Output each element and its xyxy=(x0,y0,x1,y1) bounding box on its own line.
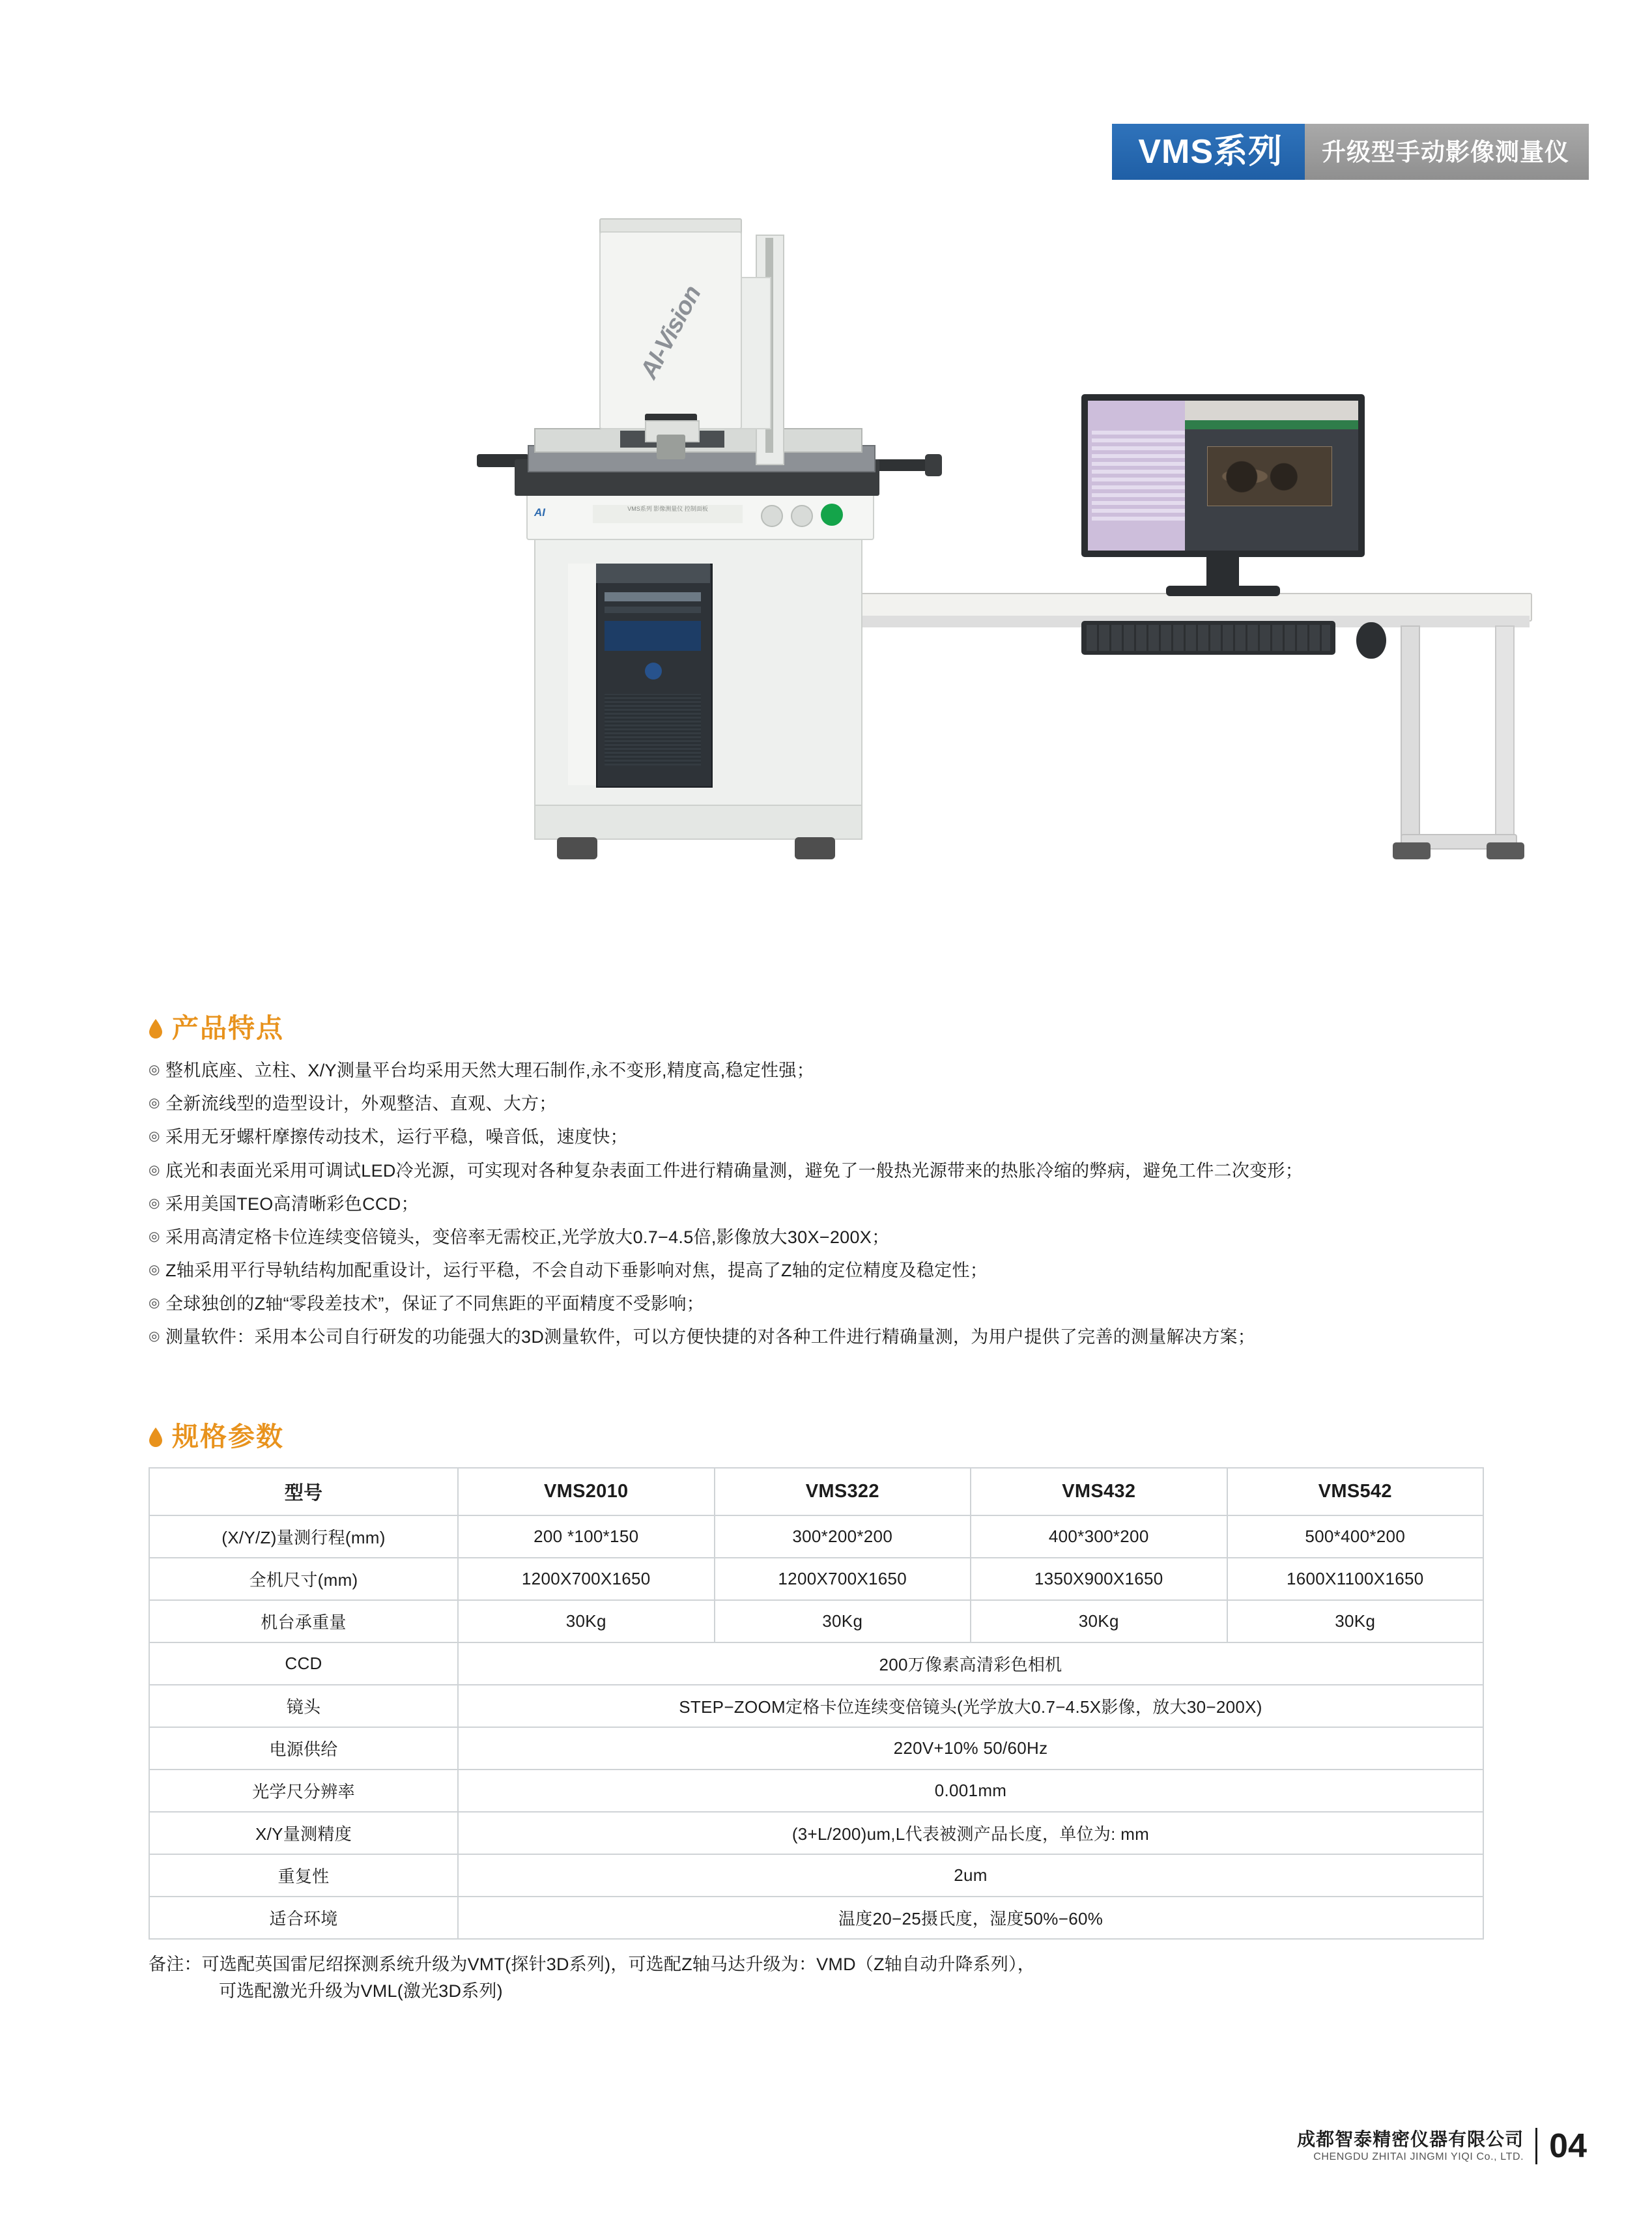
machine-brand-text: AI-Vision xyxy=(634,281,707,383)
table-row xyxy=(149,1558,1483,1600)
pc-vent-mesh xyxy=(605,694,701,766)
machine-foot-right xyxy=(795,837,835,859)
row-cell-merged: 0.001mm xyxy=(458,1770,1483,1812)
specs-note-line-1: 备注：可选配英国雷尼绍探测系统升级为VMT(探针3D系列)，可选配Z轴马达升级为：VMD（Z轴自动升降系列）， xyxy=(149,1955,1035,1974)
feature-text: 采用高清定格卡位连续变倍镜头，变倍率无需校正,光学放大0.7−4.5倍,影像放大30X−200X； xyxy=(165,1227,890,1247)
ring-bullet-icon: ◎ xyxy=(149,1096,160,1111)
header-subtitle: 升级型手动影像测量仪 xyxy=(1322,138,1569,165)
row-cell: 200 *100*150 xyxy=(458,1515,715,1558)
row-label: (X/Y/Z)量测行程(mm) xyxy=(149,1515,458,1558)
specs-table-wrap xyxy=(149,1467,1530,2004)
company-name-en: CHENGDU ZHITAI JINGMI YIQI Co., LTD. xyxy=(1313,2151,1524,2163)
company-name-cn: 成都智泰精密仪器有限公司 xyxy=(1297,2129,1524,2150)
ring-bullet-icon: ◎ xyxy=(149,1129,160,1144)
table-row xyxy=(149,1854,1483,1897)
row-cell: 1350X900X1650 xyxy=(971,1558,1227,1600)
feature-text: 采用无牙螺杆摩擦传动技术，运行平稳，噪音低，速度快； xyxy=(165,1127,628,1147)
row-label: 适合环境 xyxy=(149,1897,458,1939)
page-number: 04 xyxy=(1549,2127,1587,2165)
table-row xyxy=(149,1727,1483,1770)
feature-text: 采用美国TEO高清晰彩色CCD； xyxy=(165,1194,419,1214)
desk-leg-left xyxy=(1401,625,1420,843)
row-label: 电源供给 xyxy=(149,1727,458,1770)
keyboard-keys xyxy=(1087,625,1330,651)
feature-text: 整机底座、立柱、X/Y测量平台均采用天然大理石制作,永不变形,精度高,稳定性强； xyxy=(165,1061,815,1080)
machine-foot-left xyxy=(557,837,597,859)
ring-bullet-icon: ◎ xyxy=(149,1329,160,1344)
feature-text: 底光和表面光采用可调试LED冷光源，可实现对各种复杂表面工件进行精确量测，避免了一般热光源带来的热胀冷缩的弊病，避免工件二次变形； xyxy=(165,1160,1303,1181)
row-label: 重复性 xyxy=(149,1854,458,1897)
list-item xyxy=(149,1226,1530,1249)
table-row xyxy=(149,1642,1483,1685)
workpiece-image-holes xyxy=(1207,446,1332,505)
column-header: VMS432 xyxy=(971,1468,1227,1515)
desk-leg-right xyxy=(1495,625,1515,843)
list-item xyxy=(149,1292,1530,1315)
header-series-title: VMS系列 xyxy=(1138,133,1283,171)
ring-bullet-icon: ◎ xyxy=(149,1162,160,1177)
footer-divider xyxy=(1535,2128,1537,2164)
feature-text: 测量软件：采用本公司自行研发的功能强大的3D测量软件，可以方便快捷的对各种工件进行精确量测，为用户提供了完善的测量解决方案； xyxy=(165,1327,1256,1347)
lens-barrel xyxy=(657,435,685,459)
column-header: VMS542 xyxy=(1227,1468,1484,1515)
monitor xyxy=(1081,394,1365,557)
list-item xyxy=(149,1092,1530,1115)
row-label: CCD xyxy=(149,1642,458,1685)
table-row xyxy=(149,1897,1483,1939)
row-cell: 30Kg xyxy=(1227,1600,1484,1642)
row-cell-merged: 温度20−25摄氏度，湿度50%−60% xyxy=(458,1897,1483,1939)
power-indicator-icon xyxy=(821,504,843,526)
mouse xyxy=(1356,622,1386,659)
feature-text: 全球独创的Z轴“零段差技术”，保证了不同焦距的平面精度不受影响； xyxy=(165,1294,705,1314)
features-list xyxy=(149,1059,1530,1349)
specs-note xyxy=(149,1951,1530,2004)
software-toolbar xyxy=(1185,401,1358,420)
monitor-screen xyxy=(1088,401,1358,551)
desk-foot-pad-right xyxy=(1487,842,1524,859)
features-section xyxy=(149,1015,1530,1359)
row-cell-merged: STEP−ZOOM定格卡位连续变倍镜头(光学放大0.7−4.5X影像，放大30−200X) xyxy=(458,1685,1483,1727)
machine-logo: AI xyxy=(534,506,545,519)
ring-bullet-icon: ◎ xyxy=(149,1296,160,1311)
row-cell-merged: (3+L/200)um,L代表被测产品长度，单位为: mm xyxy=(458,1812,1483,1854)
list-item xyxy=(149,1059,1530,1082)
pc-tower-top xyxy=(596,564,710,583)
specs-note-line-2: 可选配激光升级为VML(激光3D系列) xyxy=(219,1981,503,2001)
pc-front-panel xyxy=(605,621,701,651)
row-label: 机台承重量 xyxy=(149,1600,458,1642)
specs-heading-text: 规格参数 xyxy=(172,1422,284,1452)
footer xyxy=(1297,2128,1587,2164)
header-series-block xyxy=(1112,124,1305,180)
optical-head-brand xyxy=(609,270,733,394)
desk-foot-pad-left xyxy=(1393,842,1431,859)
ring-bullet-icon: ◎ xyxy=(149,1063,160,1077)
droplet-icon xyxy=(149,1427,163,1447)
row-cell: 1600X1100X1650 xyxy=(1227,1558,1484,1600)
row-cell-merged: 2um xyxy=(458,1854,1483,1897)
table-row xyxy=(149,1770,1483,1812)
monitor-stand-base xyxy=(1166,586,1280,596)
software-toolbar-secondary xyxy=(1185,420,1358,429)
monitor-stand-neck xyxy=(1206,556,1239,588)
row-cell: 30Kg xyxy=(715,1600,971,1642)
ring-bullet-icon: ◎ xyxy=(149,1229,160,1244)
pc-power-button-icon xyxy=(645,663,662,680)
column-header: VMS2010 xyxy=(458,1468,715,1515)
list-item xyxy=(149,1125,1530,1149)
ring-bullet-icon: ◎ xyxy=(149,1263,160,1278)
control-knob-two xyxy=(791,505,813,527)
features-heading xyxy=(149,1015,1530,1042)
cabinet-base xyxy=(534,805,862,840)
table-row-header xyxy=(149,1468,1483,1515)
ring-bullet-icon: ◎ xyxy=(149,1196,160,1211)
table-row xyxy=(149,1685,1483,1727)
features-heading-text: 产品特点 xyxy=(172,1013,284,1043)
feature-text: 全新流线型的造型设计，外观整洁、直观、大方； xyxy=(165,1094,557,1114)
pc-drive-bay xyxy=(605,592,701,601)
row-cell: 1200X700X1650 xyxy=(715,1558,971,1600)
table-row xyxy=(149,1812,1483,1854)
row-label: 全机尺寸(mm) xyxy=(149,1558,458,1600)
specifications-section xyxy=(149,1424,1530,2004)
row-cell-merged: 220V+10% 50/60Hz xyxy=(458,1727,1483,1770)
row-cell: 400*300*200 xyxy=(971,1515,1227,1558)
row-cell: 30Kg xyxy=(458,1600,715,1642)
row-cell: 500*400*200 xyxy=(1227,1515,1484,1558)
list-item xyxy=(149,1259,1530,1282)
row-label: 光学尺分辨率 xyxy=(149,1770,458,1812)
row-cell: 1200X700X1650 xyxy=(458,1558,715,1600)
specifications-table xyxy=(149,1467,1484,1940)
control-knob-one xyxy=(761,505,783,527)
pc-drive-bay-secondary xyxy=(605,607,701,613)
droplet-icon xyxy=(149,1019,163,1039)
control-panel-caption: VMS系列 影像测量仪 控制面板 xyxy=(593,505,743,523)
stage-knob-right xyxy=(925,454,942,476)
column-header: 型号 xyxy=(149,1468,458,1515)
row-label: X/Y量测精度 xyxy=(149,1812,458,1854)
header-banner xyxy=(1112,124,1589,180)
header-subtitle-block xyxy=(1305,124,1589,180)
feature-text: Z轴采用平行导轨结构加配重设计，运行平稳，不会自动下垂影响对焦，提高了Z轴的定位精度及稳定性； xyxy=(165,1261,988,1281)
specs-heading xyxy=(149,1424,1530,1450)
footer-company xyxy=(1297,2128,1524,2164)
table-row xyxy=(149,1515,1483,1558)
row-cell: 300*200*200 xyxy=(715,1515,971,1558)
list-item xyxy=(149,1325,1530,1349)
row-label: 镜头 xyxy=(149,1685,458,1727)
list-item xyxy=(149,1192,1530,1216)
column-header: VMS322 xyxy=(715,1468,971,1515)
table-row xyxy=(149,1600,1483,1642)
row-cell: 30Kg xyxy=(971,1600,1227,1642)
product-photo xyxy=(339,199,1316,974)
list-item xyxy=(149,1159,1530,1182)
row-cell-merged: 200万像素高清彩色相机 xyxy=(458,1642,1483,1685)
